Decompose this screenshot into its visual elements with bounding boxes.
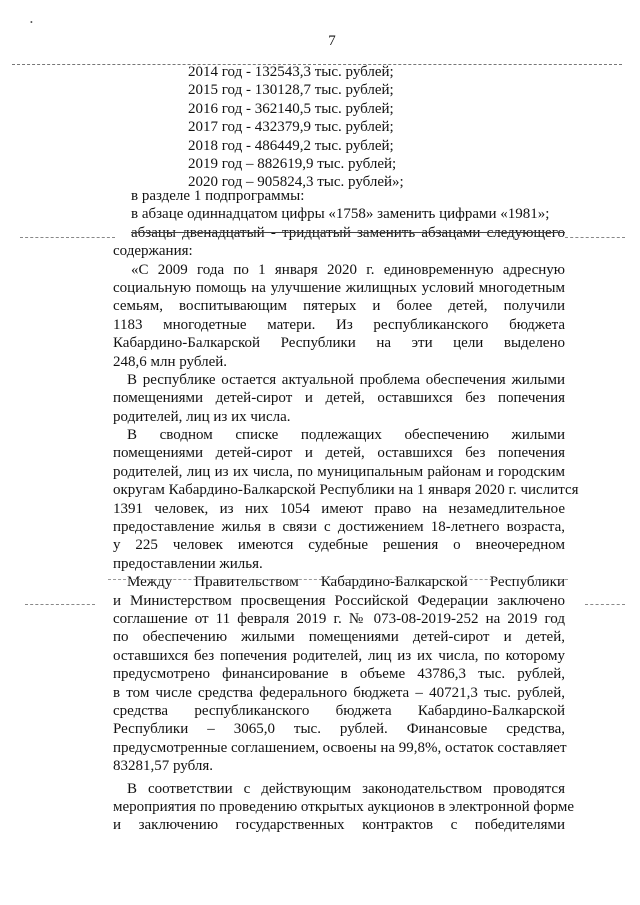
text-line: В республике остается актуальной проблема обеспечения жилыми — [127, 371, 565, 388]
page-number: 7 — [328, 33, 336, 49]
text-line: и заключению государственных контрактов с победителями — [113, 817, 565, 834]
text-line: семьям, воспитывающим пятерых и более детей, получили — [113, 298, 565, 315]
text-line: 248,6 млн рублей. — [113, 353, 228, 370]
text-line: «С 2009 года по 1 января 2020 г. единовременную адресную — [131, 261, 565, 278]
text-line: В соответствии с действующим законодательством проводятся — [127, 780, 565, 797]
text-line: предусмотрено финансирование в объеме 43786,3 тыс. рублей, — [113, 666, 565, 683]
text-line: абзацы двенадцатый - тридцатый заменить абзацами следующего — [131, 224, 565, 241]
year-funding-list — [188, 63, 404, 192]
text-line: соглашение от 11 февраля 2019 г. № 073-08-2019-252 на 2019 год — [113, 610, 565, 627]
text-line: 1391 человек, из них 1054 имеют право на незамедлительное — [113, 500, 565, 517]
scan-fold-mark — [108, 579, 568, 580]
text-line: в разделе 1 подпрограммы: — [131, 188, 305, 204]
text-line: содержания: — [113, 243, 193, 260]
text-line: Между Правительством Кабардино-Балкарской Республики — [127, 574, 565, 591]
text-line: оставшихся без попечения родителей, лиц из их числа, по которому — [113, 647, 565, 664]
text-line: предоставление жилья в связи с достижением 18-летнего возраста, — [113, 519, 565, 536]
scan-fold-mark — [20, 237, 115, 238]
text-line: предусмотренные соглашением, освоены на 99,8%, остаток составляет — [113, 739, 567, 756]
scan-fold-mark — [25, 604, 95, 605]
text-line: 83281,57 рубля. — [113, 758, 213, 775]
text-line: предоставлении жилья. — [113, 555, 263, 572]
text-line: 1183 многодетные матери. Из республиканского бюджета — [113, 316, 565, 333]
year-funding-line: 2018 год - 486449,2 тыс. рублей; — [188, 137, 394, 154]
scan-fold-mark — [565, 237, 625, 238]
text-line: по обеспечению жилыми помещениями детей-сирот и детей, — [113, 629, 565, 646]
text-line: средства республиканского бюджета Кабардино-Балкарской — [113, 702, 565, 719]
year-funding-line: 2020 год – 905824,3 тыс. рублей»; — [188, 174, 404, 191]
document-body — [113, 187, 579, 835]
year-funding-line: 2019 год – 882619,9 тыс. рублей; — [188, 156, 397, 173]
text-line: родителей, лиц из их числа, по муниципальным районам и городским — [113, 463, 565, 480]
text-line: в абзаце одиннадцатом цифры «1758» заменить цифрами «1981»; — [131, 206, 550, 223]
text-line: Кабардино-Балкарской Республики на эти цели выделено — [113, 335, 565, 352]
text-line: помещениями детей-сирот и детей, оставшихся без попечения — [113, 445, 565, 462]
text-line: В сводном списке подлежащих обеспечению жилыми — [127, 427, 565, 444]
text-line: и Министерством просвещения Российской Федерации заключено — [113, 592, 565, 609]
year-funding-line: 2016 год - 362140,5 тыс. рублей; — [188, 100, 394, 117]
year-funding-line: 2014 год - 132543,3 тыс. рублей; — [188, 64, 394, 80]
text-line: округам Кабардино-Балкарской Республики на 1 января 2020 г. числится — [113, 482, 579, 499]
scan-fold-mark — [585, 604, 625, 605]
text-line: в том числе средства федерального бюджета – 40721,3 тыс. рублей, — [113, 684, 565, 701]
scan-speck-mark: • — [30, 18, 33, 27]
text-line: у 225 человек имеются судебные решения о внеочередном — [113, 537, 565, 554]
text-line: помещениями детей-сирот и детей, оставшихся без попечения — [113, 390, 565, 407]
year-funding-line: 2017 год - 432379,9 тыс. рублей; — [188, 119, 394, 136]
text-line: социальную помощь на улучшение жилищных условий многодетным — [113, 279, 565, 296]
text-line: Республики – 3065,0 тыс. рублей. Финансовые средства, — [113, 721, 565, 738]
text-line: родителей, лиц из их числа. — [113, 408, 291, 425]
text-line: мероприятия по проведению открытых аукционов в электронной форме — [113, 798, 575, 815]
year-funding-line: 2015 год - 130128,7 тыс. рублей; — [188, 82, 394, 99]
